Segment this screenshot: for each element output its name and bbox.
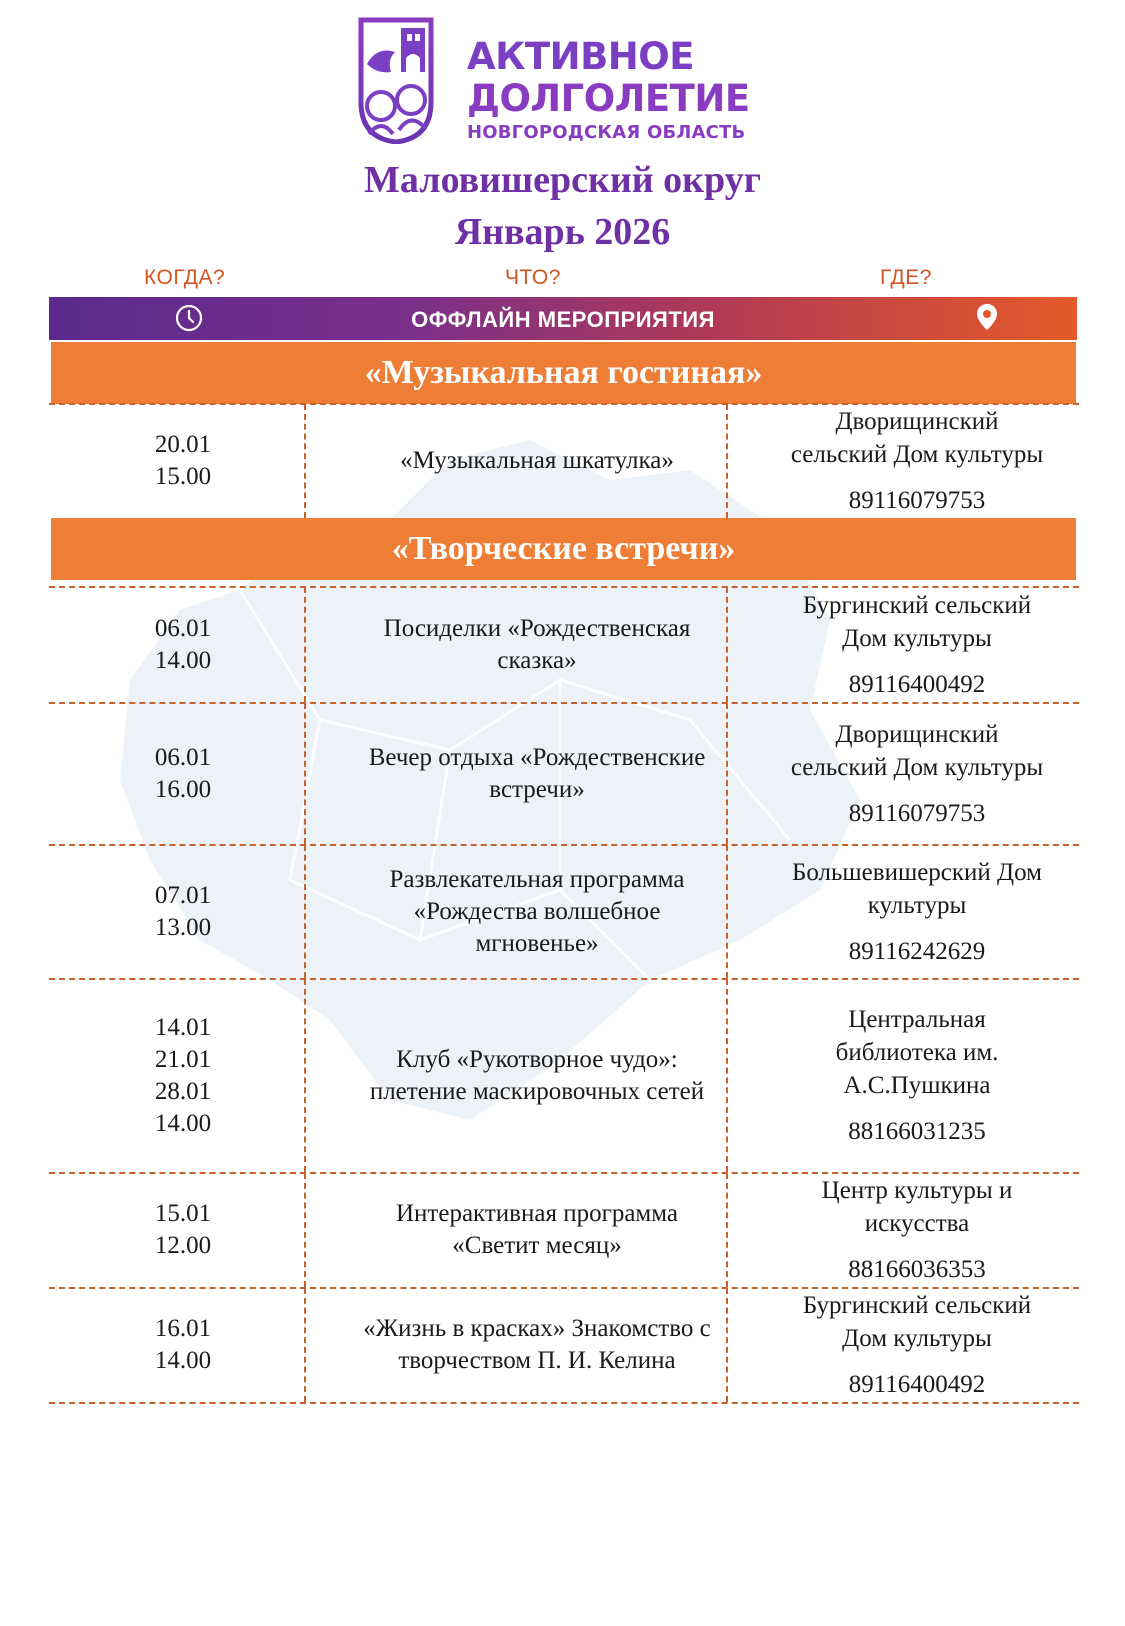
event-where: Бургинский сельский Дом культуры 89116400492: [757, 587, 1077, 702]
event-what: Интерактивная программа «Светит месяц»: [396, 1200, 678, 1259]
event-what: Развлекательная программа «Рождества волшебное мгновенье»: [389, 865, 685, 957]
where-label: ГДЕ?: [880, 266, 932, 289]
event-row: [49, 703, 1079, 844]
event-when: 06.01 14.00: [154, 614, 212, 674]
event-where: Дворищинский сельский Дом культуры 89116079753: [757, 404, 1077, 518]
event-what: Посиделки «Рождественская сказка»: [383, 614, 691, 674]
event-row: [49, 587, 1079, 702]
event-what: «Жизнь в красках» Знакомство с творчеством П. И. Келина: [363, 1315, 711, 1374]
section-header-music: «Музыкальная гостиная»: [51, 342, 1076, 404]
event-where: Большевишерский Дом культуры 89116242629: [757, 845, 1077, 978]
event-when: 07.01 13.00: [154, 881, 212, 941]
event-where: Центр культуры и искусства 88166036353: [757, 1173, 1077, 1287]
section-header-creative: «Творческие встречи»: [51, 518, 1076, 580]
event-when: 20.01 15.00: [154, 431, 212, 490]
location-pin-icon: [975, 302, 999, 332]
when-label: КОГДА?: [144, 266, 226, 289]
event-where: Дворищинский сельский Дом культуры 89116079753: [757, 703, 1077, 844]
district-title: Маловишерский округ: [364, 159, 761, 201]
event-what: Вечер отдыха «Рождественские встречи»: [368, 743, 706, 803]
event-when: 14.01 21.01 28.01 14.00: [154, 1013, 212, 1137]
event-phone: 89116079753: [848, 799, 986, 827]
month-title: Январь 2026: [454, 211, 671, 253]
event-phone: 88166036353: [848, 1256, 986, 1283]
event-when: 06.01 16.00: [154, 743, 212, 803]
event-where: Бургинский сельский Дом культуры 89116400492: [757, 1288, 1077, 1402]
band-title: ОФФЛАЙН МЕРОПРИЯТИЯ: [411, 307, 715, 332]
event-phone: 89116079753: [848, 487, 986, 514]
logo: [355, 16, 775, 148]
event-row: [49, 404, 1079, 518]
event-phone: 89116242629: [848, 937, 986, 965]
logo-title-line1: АКТИВНОЕ: [467, 35, 694, 78]
event-phone: 88166031235: [848, 1118, 986, 1145]
event-what: «Музыкальная шкатулка»: [400, 447, 674, 474]
event-row: [49, 979, 1079, 1172]
event-row: [49, 1288, 1079, 1402]
event-row: [49, 1173, 1079, 1287]
event-row: [49, 845, 1079, 978]
offline-events-band: [49, 297, 1077, 340]
what-label: ЧТО?: [505, 266, 561, 289]
event-when: 16.01 14.00: [154, 1315, 212, 1374]
event-when: 15.01 12.00: [154, 1200, 212, 1259]
event-phone: 89116400492: [848, 670, 986, 698]
event-phone: 89116400492: [848, 1371, 986, 1398]
logo-region: НОВГОРОДСКАЯ ОБЛАСТЬ: [467, 122, 746, 143]
event-where: Центральная библиотека им. А.С.Пушкина 88166031235: [757, 979, 1077, 1172]
logo-title-line2: ДОЛГОЛЕТИЕ: [467, 77, 750, 120]
event-what: Клуб «Рукотворное чудо»: плетение маскировочных сетей: [369, 1045, 705, 1105]
logo-emblem-icon: [355, 16, 437, 144]
